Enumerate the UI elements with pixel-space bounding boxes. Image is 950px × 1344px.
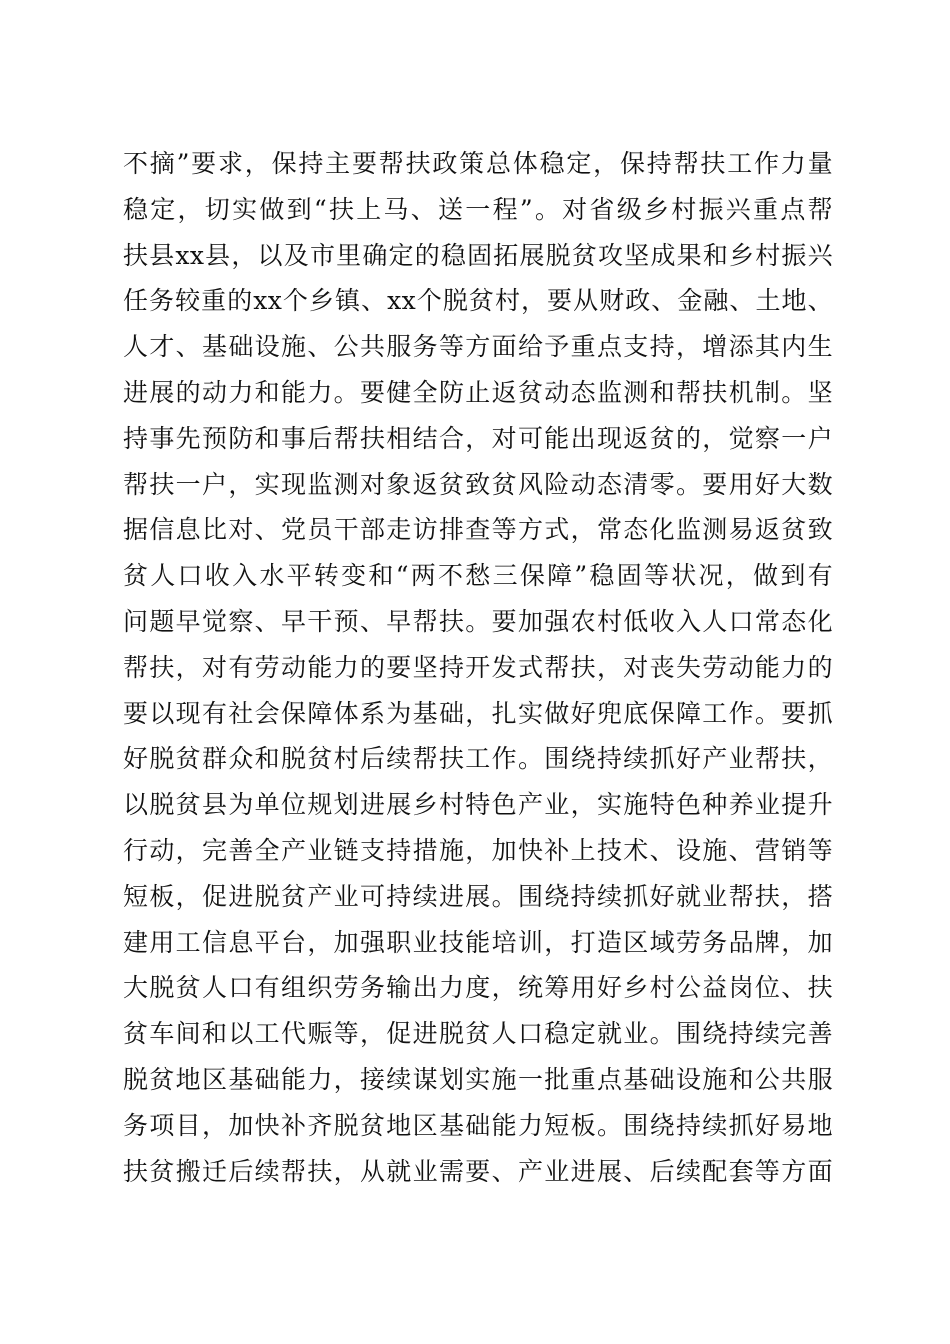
text-line: 大脱贫人口有组织劳务输出力度，统筹用好乡村公益岗位、扶 (123, 973, 833, 1003)
text-line: 贫车间和以工代赈等，促进脱贫人口稳定就业。围绕持续完善 (123, 1019, 833, 1049)
text-line: 扶县xx县，以及市里确定的稳固拓展脱贫攻坚成果和乡村振兴 (123, 240, 833, 270)
text-line: 贫人口收入水平转变和“两不愁三保障”稳固等状况，做到有 (123, 561, 833, 591)
text-line: 扶贫搬迁后续帮扶，从就业需要、产业进展、后续配套等方面 (123, 1156, 833, 1186)
text-line: 建用工信息平台，加强职业技能培训，打造区域劳务品牌，加 (123, 927, 833, 957)
text-line: 问题早觉察、早干预、早帮扶。要加强农村低收入人口常态化 (123, 606, 833, 636)
text-line: 务项目，加快补齐脱贫地区基础能力短板。围绕持续抓好易地 (123, 1110, 833, 1140)
text-line: 稳定，切实做到“扶上马、送一程”。对省级乡村振兴重点帮 (123, 194, 833, 224)
text-line: 进展的动力和能力。要健全防止返贫动态监测和帮扶机制。坚 (123, 377, 833, 407)
text-line: 帮扶，对有劳动能力的要坚持开发式帮扶，对丧失劳动能力的 (123, 652, 833, 682)
text-line: 任务较重的xx个乡镇、xx个脱贫村，要从财政、金融、土地、 (123, 286, 833, 316)
text-line: 要以现有社会保障体系为基础，扎实做好兜底保障工作。要抓 (123, 698, 833, 728)
body-paragraph (123, 141, 833, 1194)
text-line: 好脱贫群众和脱贫村后续帮扶工作。围绕持续抓好产业帮扶， (123, 744, 833, 774)
text-line: 据信息比对、党员干部走访排查等方式，常态化监测易返贫致 (123, 515, 833, 545)
text-line: 帮扶一户，实现监测对象返贫致贫风险动态清零。要用好大数 (123, 469, 833, 499)
text-line: 不摘”要求，保持主要帮扶政策总体稳定，保持帮扶工作力量 (123, 149, 833, 178)
text-line: 脱贫地区基础能力，接续谋划实施一批重点基础设施和公共服 (123, 1064, 833, 1094)
text-line: 持事先预防和事后帮扶相结合，对可能出现返贫的，觉察一户 (123, 423, 833, 453)
text-line: 以脱贫县为单位规划进展乡村特色产业，实施特色种养业提升 (123, 790, 833, 820)
text-line: 人才、基础设施、公共服务等方面给予重点支持，增添其内生 (123, 332, 833, 362)
text-line: 短板，促进脱贫产业可持续进展。围绕持续抓好就业帮扶，搭 (123, 881, 833, 911)
text-line: 行动，完善全产业链支持措施，加快补上技术、设施、营销等 (123, 835, 833, 865)
